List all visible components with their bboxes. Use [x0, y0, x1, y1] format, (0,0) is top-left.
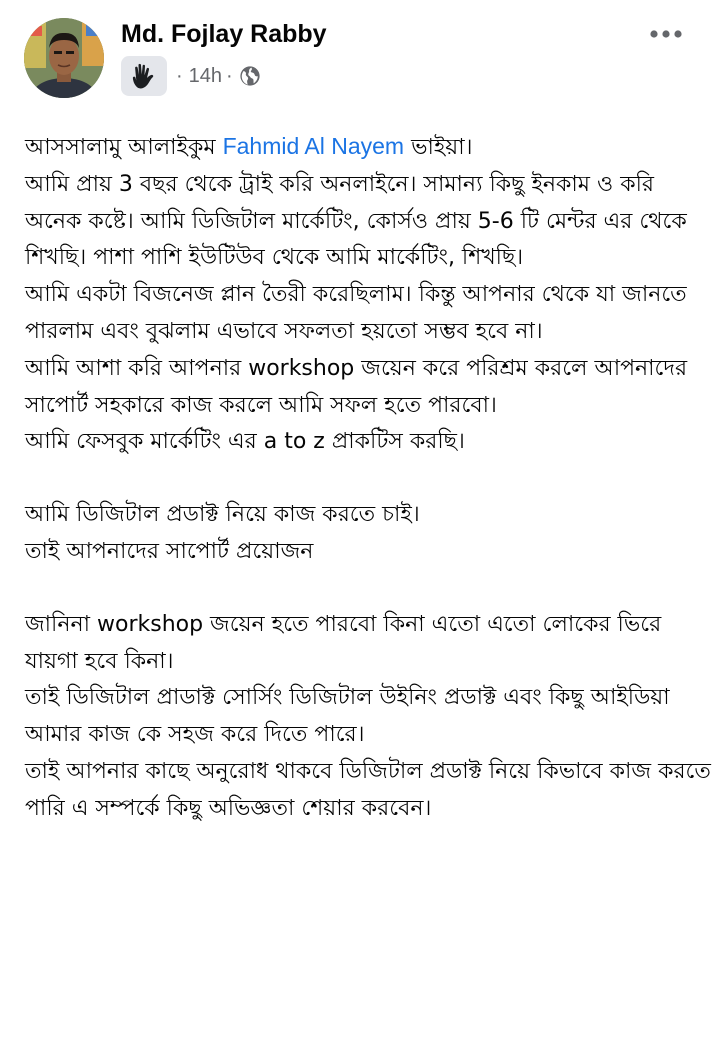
avatar[interactable]: [24, 18, 104, 98]
post-timestamp[interactable]: 14h: [188, 64, 223, 87]
post-text: আমি ডিজিটাল প্রডাক্ট নিয়ে কাজ করতে চাই।: [25, 502, 420, 528]
waving-hand-icon: [129, 61, 159, 91]
post-text: আমি আশা করি আপনার workshop জয়েন করে পরিশ্রম করলে আপনাদের সাপোর্ট সহকারে কাজ করলে আমি সফল হতে পারবো।: [25, 355, 688, 418]
post-text: জানিনা workshop জয়েন হতে পারবো কিনা এতো এতো লোকের ভিরে যায়গা হবে কিনা।: [25, 611, 662, 674]
post-text: তাই আপনাদের সাপোর্ট প্রয়োজন: [25, 538, 314, 564]
meta-separator: ·: [226, 64, 233, 87]
post-paragraph: [25, 128, 715, 461]
post-text: ভাইয়া।: [404, 135, 473, 160]
post-text: আমি একটা বিজনেজ প্লান তৈরী করেছিলাম। কিন্তু আপনার থেকে যা জানতে পারলাম এবং বুঝলাম এভাবে সফলতা হয়তো সম্ভব হবে না।: [25, 282, 687, 344]
more-options-icon: [649, 29, 683, 39]
waving-hand-badge[interactable]: [121, 56, 167, 96]
more-options-button[interactable]: [640, 16, 692, 52]
post-text: আমি ফেসবুক মার্কেটিং এর a to z প্রাকটিস করছি।: [25, 429, 465, 455]
post-text: তাই আপনার কাছে অনুরোধ থাকবে ডিজিটাল প্রডাক্ট নিয়ে কিভাবে কাজ করতে পারি এ সম্পর্কে কিছু অভিজ্ঞতা শেয়ার করবেন।: [25, 758, 711, 821]
post-text: আমি প্রায় 3 বছর থেকে ট্রাই করি অনলাইনে। সামান্য কিছু ইনকাম ও করি অনেক কষ্টে। আমি ডিজিটাল মার্কেটিং, কোর্সও প্রায় 5-6 টি মেন্টর এর থেকে শিখছি। পাশা পাশি ইউটিউব থেকে আমি মার্কেটিং, শিখছি।: [25, 171, 687, 271]
post-body: [25, 128, 715, 828]
post-paragraph: [25, 497, 715, 571]
post-header: [0, 0, 720, 110]
post-meta: [121, 56, 262, 96]
avatar-image: [24, 18, 104, 98]
mention-link[interactable]: Fahmid Al Nayem: [222, 133, 405, 159]
globe-icon[interactable]: [238, 64, 262, 88]
post-text: তাই ডিজিটাল প্রাডাক্ট সোর্সিং ডিজিটাল উইনিং প্রডাক্ট এবং কিছু আইডিয়া আমার কাজ কে সহজ করে দিতে পারে।: [25, 685, 670, 748]
post-paragraph: [25, 607, 715, 828]
meta-separator: ·: [176, 64, 183, 87]
author-name[interactable]: Md. Fojlay Rabby: [121, 20, 327, 48]
post-text: আসসালামু আলাইকুম: [25, 135, 223, 160]
